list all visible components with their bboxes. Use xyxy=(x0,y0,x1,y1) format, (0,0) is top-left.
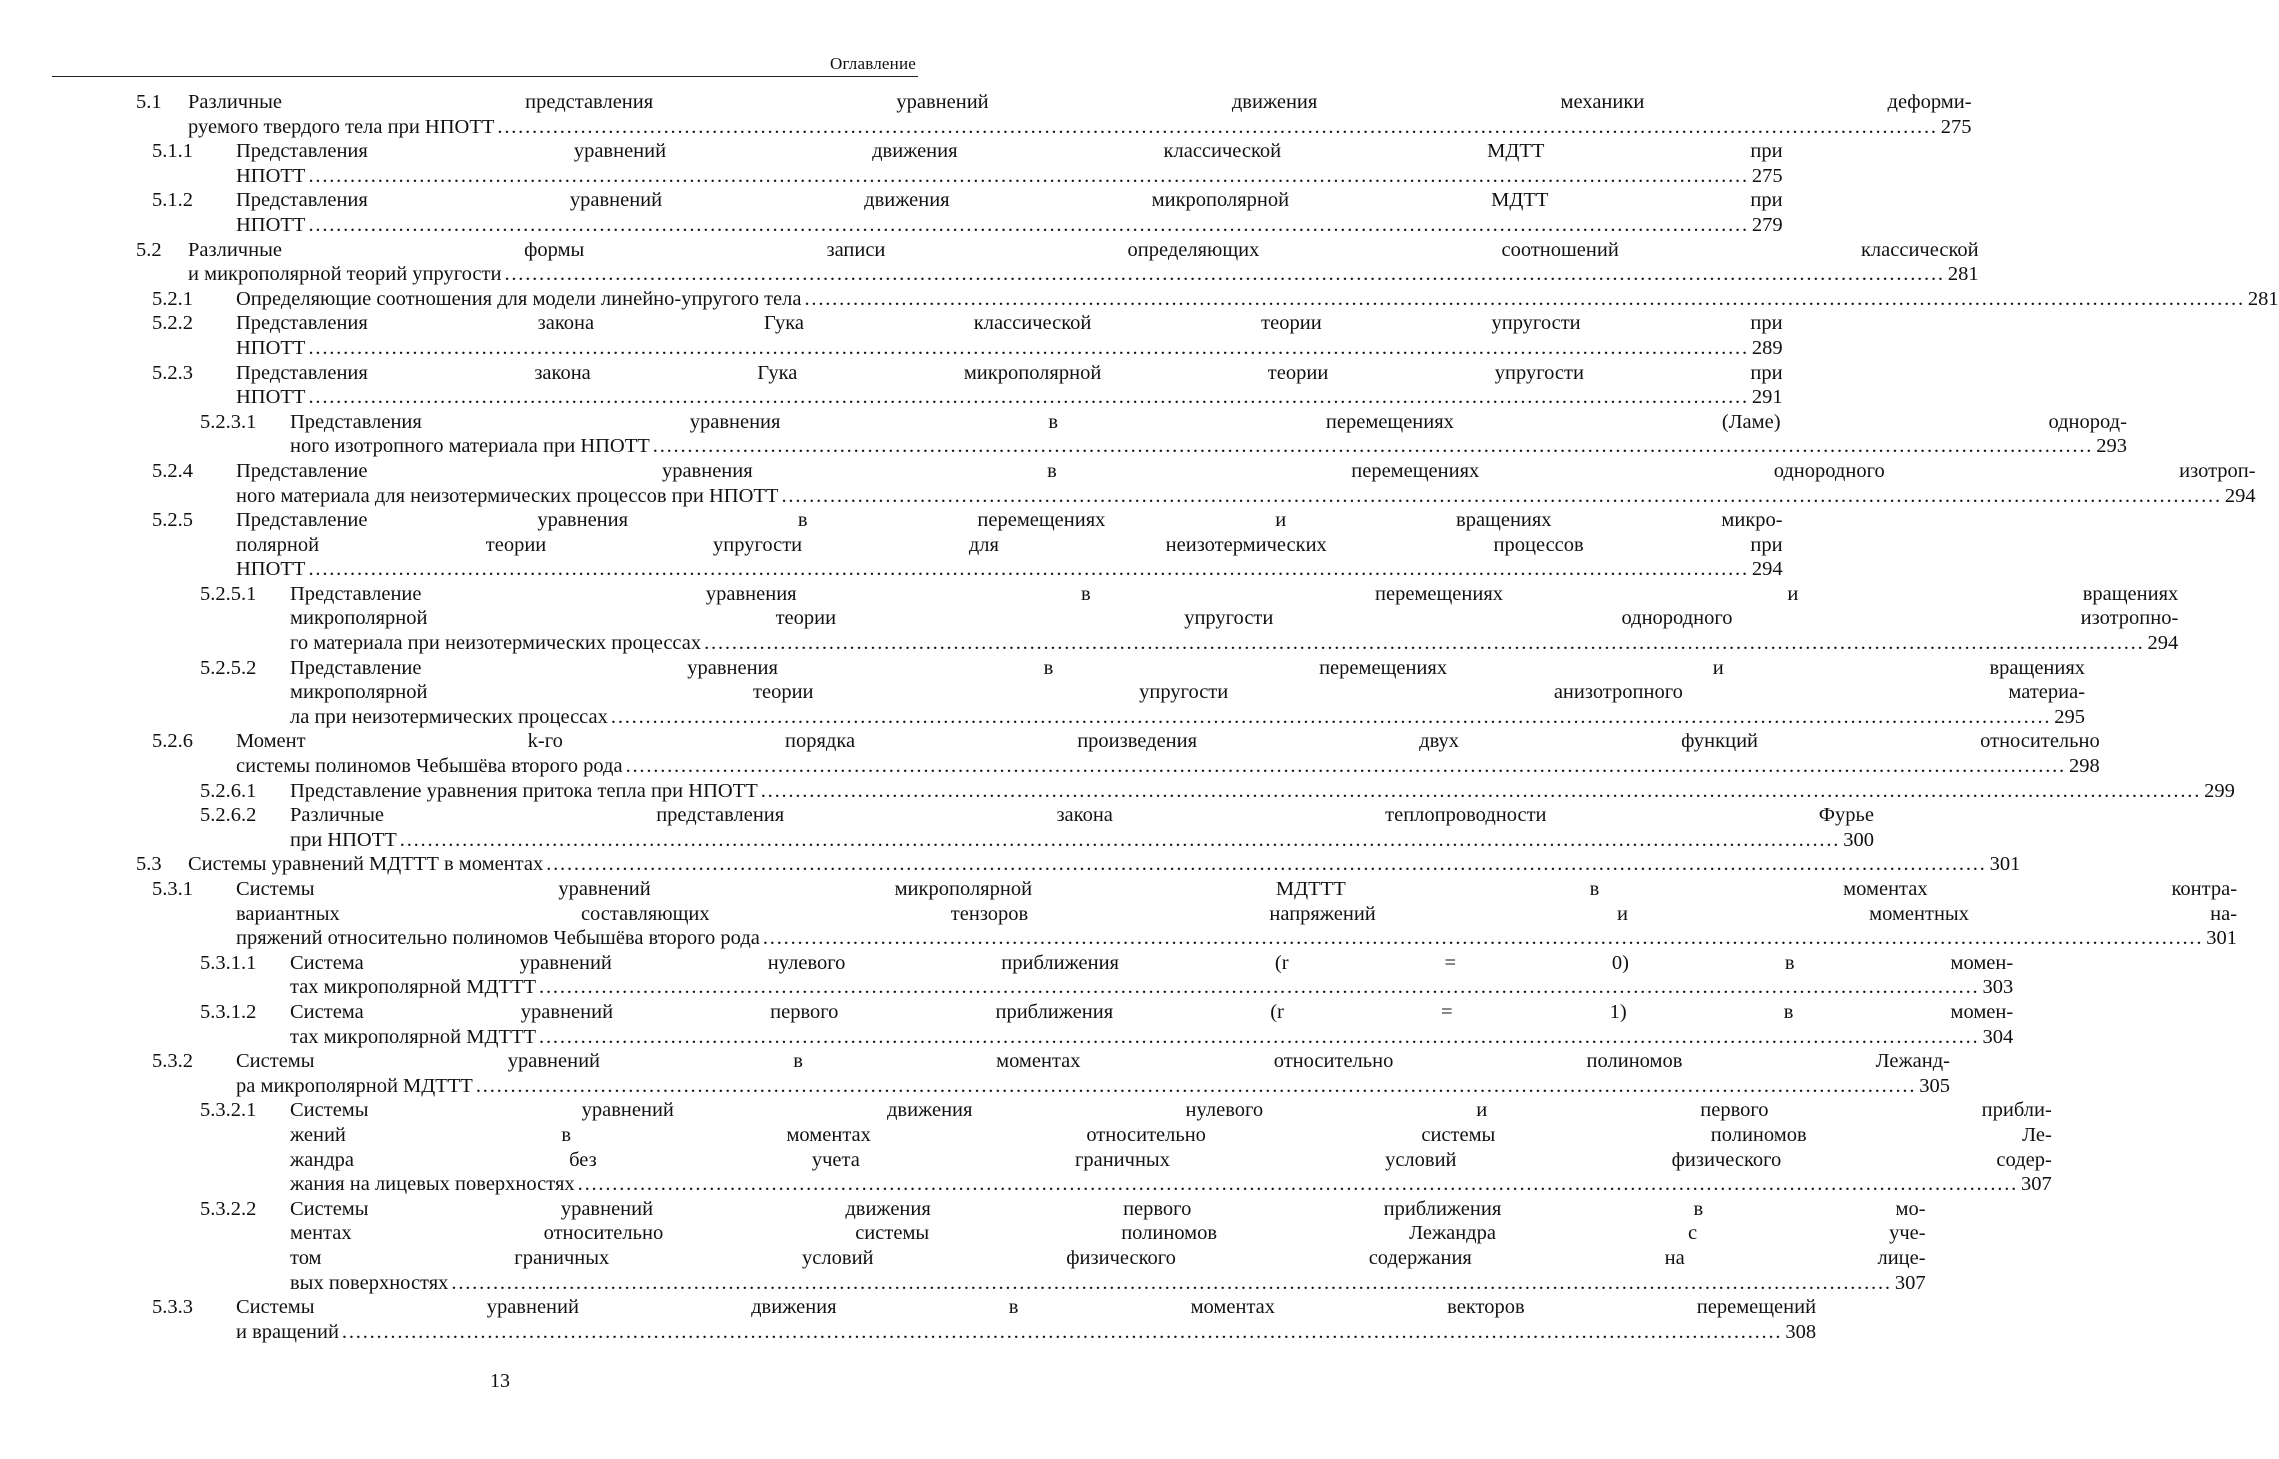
toc-entry-line: Представления закона Гука классической теории упругости при xyxy=(236,312,1783,335)
toc-entry-line: Представление уравнения в перемещениях однородного изотроп- xyxy=(236,459,2256,482)
dot-leader xyxy=(539,1025,1979,1050)
dot-leader xyxy=(400,828,1840,853)
toc-entry-number: 5.3 xyxy=(136,853,162,876)
toc-entry-page: 275 xyxy=(1751,164,1783,187)
dot-leader xyxy=(539,975,1979,1000)
toc-entry-page: 300 xyxy=(1843,828,1874,851)
toc-entry-body xyxy=(236,877,2237,951)
toc-entry-line: микрополярной теории упругости анизотропного материа- xyxy=(290,681,2086,704)
toc-entry-number: 5.1.2 xyxy=(152,189,193,212)
toc-entry-last-line xyxy=(290,631,2178,656)
toc-entry-number: 5.2.3.1 xyxy=(200,410,257,433)
dot-leader xyxy=(611,705,2051,730)
dot-leader xyxy=(626,754,2066,779)
toc-entry[interactable] xyxy=(136,188,1783,237)
toc-entry[interactable] xyxy=(136,90,1972,139)
toc-entry-number: 5.3.3 xyxy=(152,1296,193,1319)
dot-leader xyxy=(342,1320,1782,1345)
toc-entry[interactable] xyxy=(136,1098,2052,1196)
toc-entry-number: 5.2.3 xyxy=(152,361,193,384)
dot-leader xyxy=(308,213,1748,238)
dot-leader xyxy=(761,779,2201,804)
toc-entry-number: 5.2.6.1 xyxy=(200,779,257,802)
toc-entry-page: 308 xyxy=(1785,1320,1817,1343)
toc-entry-title-end: руемого твердого тела при НПОТТ xyxy=(188,115,495,138)
toc-entry-title-end: Представление уравнения притока тепла при НПОТТ xyxy=(290,779,758,802)
toc-entry-page: 301 xyxy=(1989,853,2021,876)
toc-entry[interactable] xyxy=(136,139,1783,188)
toc-entry[interactable] xyxy=(136,779,2235,804)
toc-entry-last-line xyxy=(236,1320,1816,1345)
dot-leader xyxy=(504,262,1944,287)
toc-entry-last-line xyxy=(290,779,2235,804)
toc-entry-number: 5.2.5.2 xyxy=(200,656,257,679)
toc-entry-line: Представление уравнения в перемещениях и вращениях микро- xyxy=(236,509,1783,532)
dot-leader xyxy=(308,385,1748,410)
toc-entry-line: жандра без учета граничных условий физического содер- xyxy=(290,1148,2052,1171)
toc-entry-line: Представления уравнения в перемещениях (Ламе) однород- xyxy=(290,410,2127,433)
toc-entry-page: 275 xyxy=(1940,115,1972,138)
toc-entry-last-line xyxy=(290,434,2127,459)
toc-entry[interactable] xyxy=(136,1049,1950,1098)
toc-entry[interactable] xyxy=(136,311,1783,360)
toc-entry-line: Системы уравнений микрополярной МДТТТ в моментах контра- xyxy=(236,878,2238,900)
toc-entry[interactable] xyxy=(136,361,1783,410)
toc-entry-body xyxy=(290,656,2085,730)
toc-entry-title-end: ла при неизотермических процессах xyxy=(290,705,608,728)
toc-entry-line: микрополярной теории упругости однородного изотропно- xyxy=(290,607,2179,630)
toc-entry-line: Различные формы записи определяющих соотношений классической xyxy=(188,238,1979,261)
toc-entry-number: 5.1 xyxy=(136,91,162,113)
toc-entry-last-line xyxy=(290,1172,2052,1197)
toc-entry[interactable] xyxy=(136,852,2021,877)
toc-entry-title-end: Системы уравнений МДТТТ в моментах xyxy=(188,853,544,876)
toc-entry[interactable] xyxy=(136,508,1783,582)
toc-entry-line: Система уравнений нулевого приближения (r = 0) в момен- xyxy=(290,951,2014,974)
page-number: 13 xyxy=(490,1370,510,1392)
toc-entry-page: 304 xyxy=(1982,1025,2014,1048)
toc-entry-number: 5.2 xyxy=(136,238,162,261)
toc-entry-body xyxy=(188,90,1972,139)
toc-entry-line: Системы уравнений движения первого приближения в мо- xyxy=(290,1197,1926,1220)
toc-entry-title-end: ра микрополярной МДТТТ xyxy=(236,1074,473,1097)
toc-entry[interactable] xyxy=(136,238,1979,287)
toc-entry-title-end: тах микрополярной МДТТТ xyxy=(290,976,537,999)
toc-entry-number: 5.2.6.2 xyxy=(200,804,257,827)
toc-entry-body xyxy=(290,410,2127,459)
toc-entry[interactable] xyxy=(136,459,2256,508)
toc-entry-body xyxy=(236,508,1783,582)
toc-entry-page: 305 xyxy=(1919,1074,1950,1097)
toc-entry-body xyxy=(290,803,1874,852)
toc-entry-last-line xyxy=(236,484,2256,509)
dot-leader xyxy=(804,287,2244,312)
toc-entry-last-line xyxy=(290,975,2013,1000)
toc-entry-last-line xyxy=(236,754,2100,779)
toc-entry-line: Представление уравнения в перемещениях и вращениях xyxy=(290,582,2179,605)
toc-entry-title-end: при НПОТТ xyxy=(290,828,397,851)
toc-entry[interactable] xyxy=(136,877,2238,951)
toc-entry-last-line xyxy=(188,115,1972,140)
toc-entry-last-line xyxy=(236,336,1783,361)
toc-entry-page: 295 xyxy=(2054,705,2086,728)
toc-entry-line: Различные представления уравнений движения механики деформи- xyxy=(188,91,1972,113)
toc-entry-page: 301 xyxy=(2206,927,2238,950)
toc-entry-body xyxy=(290,779,2235,804)
toc-entry-last-line xyxy=(290,1025,2013,1050)
running-header: Оглавление xyxy=(830,54,916,73)
toc-entry[interactable] xyxy=(136,287,2279,312)
toc-entry[interactable] xyxy=(136,1197,1926,1295)
toc-entry-number: 5.3.1.2 xyxy=(200,1000,257,1023)
dot-leader xyxy=(704,631,2144,656)
toc-entry-page: 281 xyxy=(1947,263,1979,286)
toc-entry[interactable] xyxy=(136,1000,2014,1049)
dot-leader xyxy=(653,434,2093,459)
toc-entry-page: 289 xyxy=(1751,336,1783,359)
toc-entry-title-end: пряжений относительно полиномов Чебышёва второго рода xyxy=(236,927,760,950)
toc-entry-last-line xyxy=(236,926,2237,951)
toc-entry-body xyxy=(290,1098,2052,1196)
toc-entry-page: 281 xyxy=(2247,287,2279,310)
toc-entry-body xyxy=(188,852,2020,877)
toc-entry-body xyxy=(236,729,2100,778)
toc-entry-title-end: Определяющие соотношения для модели линейно-упругого тела xyxy=(236,287,802,310)
toc-entry-last-line xyxy=(236,213,1783,238)
toc-entry-title-end: ного материала для неизотермических процессов при НПОТТ xyxy=(236,484,779,507)
toc-entry-body xyxy=(290,1000,2013,1049)
toc-entry-number: 5.2.5 xyxy=(152,509,193,532)
toc-entry-page: 307 xyxy=(2021,1173,2052,1196)
toc-entry-last-line xyxy=(188,852,2020,877)
toc-entry-body xyxy=(188,238,1979,287)
toc-entry-title-end: и вращений xyxy=(236,1320,339,1343)
toc-entry-page: 298 xyxy=(2068,755,2100,778)
toc-entry-line: Представления уравнений движения классической МДТТ при xyxy=(236,140,1783,163)
toc-entry[interactable] xyxy=(136,582,2179,656)
dot-leader xyxy=(451,1271,1891,1296)
toc-entry-body xyxy=(290,951,2013,1000)
toc-entry-title-end: жания на лицевых поверхностях xyxy=(290,1173,575,1196)
dot-leader xyxy=(308,557,1748,582)
dot-leader xyxy=(308,164,1748,189)
toc-entry-number: 5.2.5.1 xyxy=(200,582,257,605)
toc-entry-title-end: НПОТТ xyxy=(236,386,306,409)
toc-entry-line: жений в моментах относительно системы полиномов Ле- xyxy=(290,1123,2052,1146)
toc-entry-number: 5.3.2.2 xyxy=(200,1197,257,1220)
table-of-contents xyxy=(136,90,2279,1344)
toc-entry-body xyxy=(236,139,1783,188)
toc-entry-number: 5.2.2 xyxy=(152,312,193,335)
toc-entry-title-end: системы полиномов Чебышёва второго рода xyxy=(236,755,623,778)
toc-entry-line: полярной теории упругости для неизотермических процессов при xyxy=(236,533,1783,556)
toc-entry-title-end: НПОТТ xyxy=(236,558,306,581)
toc-entry-line: том граничных условий физического содержания на лице- xyxy=(290,1246,1926,1269)
toc-entry-page: 307 xyxy=(1894,1271,1926,1294)
toc-entry-last-line xyxy=(290,705,2085,730)
toc-entry-line: вариантных составляющих тензоров напряжений и моментных на- xyxy=(236,902,2238,925)
toc-entry-body xyxy=(236,287,2279,312)
toc-entry[interactable] xyxy=(136,803,1874,852)
dot-leader xyxy=(781,484,2221,509)
toc-entry-last-line xyxy=(236,1074,1950,1099)
dot-leader xyxy=(308,336,1748,361)
toc-entry[interactable] xyxy=(136,1295,1817,1344)
toc-entry-title-end: ного изотропного материала при НПОТТ xyxy=(290,435,650,458)
toc-entry[interactable] xyxy=(136,656,2086,730)
toc-entry-line: Системы уравнений движения в моментах векторов перемещений xyxy=(236,1296,1817,1319)
toc-entry[interactable] xyxy=(136,410,2127,459)
toc-entry-title-end: НПОТТ xyxy=(236,164,306,187)
toc-entry-page: 294 xyxy=(2147,632,2179,655)
dot-leader xyxy=(497,115,1937,140)
toc-entry-line: Система уравнений первого приближения (r = 1) в момен- xyxy=(290,1000,2014,1023)
toc-entry-line: Представление уравнения в перемещениях и вращениях xyxy=(290,656,2086,679)
toc-entry-body xyxy=(236,1295,1816,1344)
toc-entry-page: 303 xyxy=(1982,976,2014,999)
toc-entry-page: 279 xyxy=(1751,213,1783,236)
dot-leader xyxy=(763,926,2203,951)
toc-entry-number: 5.2.6 xyxy=(152,730,193,753)
toc-entry-line: ментах относительно системы полиномов Лежандра с уче- xyxy=(290,1222,1926,1245)
toc-entry-line: Системы уравнений в моментах относительно полиномов Лежанд- xyxy=(236,1050,1950,1073)
toc-entry-title-end: и микрополярной теорий упругости xyxy=(188,263,502,286)
dot-leader xyxy=(546,852,1986,877)
toc-entry-last-line xyxy=(236,287,2279,312)
toc-entry-body xyxy=(236,459,2256,508)
toc-entry-number: 5.3.2.1 xyxy=(200,1099,257,1122)
toc-entry[interactable] xyxy=(136,951,2014,1000)
toc-entry-body xyxy=(236,188,1783,237)
toc-entry-title-end: вых поверхностях xyxy=(290,1271,449,1294)
toc-entry-body xyxy=(290,582,2178,656)
toc-entry-body xyxy=(236,361,1783,410)
toc-entry-last-line xyxy=(188,262,1979,287)
dot-leader xyxy=(578,1172,2018,1197)
toc-entry-number: 5.2.4 xyxy=(152,459,193,482)
toc-entry-page: 294 xyxy=(2224,484,2256,507)
toc-entry-body xyxy=(290,1197,1926,1295)
toc-entry-last-line xyxy=(236,385,1783,410)
toc-entry-page: 294 xyxy=(1751,558,1783,581)
toc-entry-line: Системы уравнений движения нулевого и первого прибли- xyxy=(290,1099,2052,1122)
toc-entry-title-end: тах микрополярной МДТТТ xyxy=(290,1025,537,1048)
toc-entry-number: 5.2.1 xyxy=(152,287,193,310)
toc-entry-title-end: НПОТТ xyxy=(236,336,306,359)
toc-entry-line: Представления закона Гука микрополярной теории упругости при xyxy=(236,361,1783,384)
toc-entry-number: 5.3.2 xyxy=(152,1050,193,1073)
toc-entry-last-line xyxy=(290,828,1874,853)
toc-entry-page: 293 xyxy=(2096,435,2127,458)
toc-entry-last-line xyxy=(236,164,1783,189)
header-rule xyxy=(52,76,918,77)
toc-entry-line: Представления уравнений движения микрополярной МДТТ при xyxy=(236,189,1783,212)
toc-entry-number: 5.1.1 xyxy=(152,140,193,163)
toc-entry-line: Различные представления закона теплопроводности Фурье xyxy=(290,804,1874,827)
dot-leader xyxy=(476,1074,1916,1099)
toc-entry-last-line xyxy=(290,1271,1926,1296)
toc-entry-line: Момент k-го порядка произведения двух функций относительно xyxy=(236,730,2100,753)
toc-entry-body xyxy=(236,1049,1950,1098)
toc-entry-last-line xyxy=(236,557,1783,582)
toc-entry[interactable] xyxy=(136,729,2100,778)
toc-entry-number: 5.3.1 xyxy=(152,878,193,900)
toc-entry-title-end: го материала при неизотермических процессах xyxy=(290,632,702,655)
toc-entry-body xyxy=(236,311,1783,360)
toc-entry-page: 299 xyxy=(2204,779,2235,802)
toc-entry-number: 5.3.1.1 xyxy=(200,951,257,974)
toc-entry-page: 291 xyxy=(1751,386,1783,409)
toc-entry-title-end: НПОТТ xyxy=(236,213,306,236)
